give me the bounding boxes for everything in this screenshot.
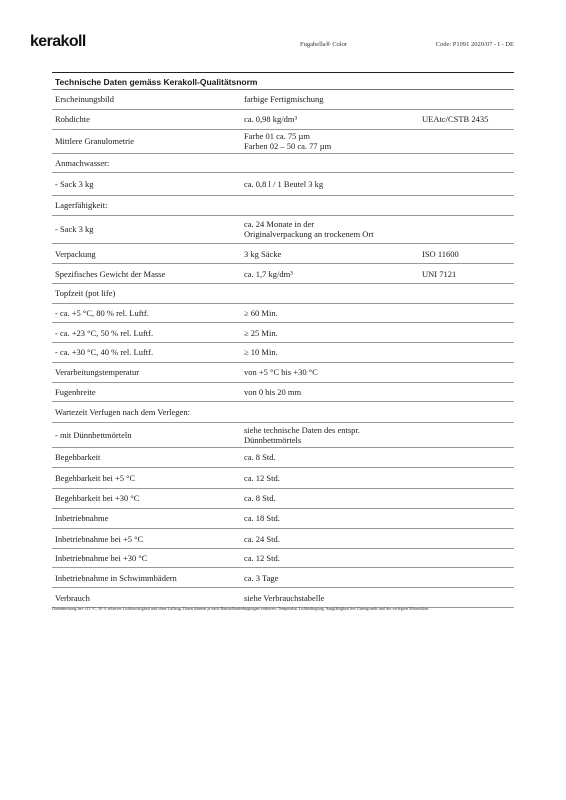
row-label: Lagerfähigkeit: [55,200,108,211]
row-label: - mit Dünnbettmörteln [55,429,132,440]
row-label: Erscheinungsbild [55,94,115,105]
row-value [244,244,281,263]
row-value-line: ca. 1,7 kg/dm³ [244,268,293,279]
row-value [244,489,276,508]
row-value [244,529,280,548]
table-row [52,304,514,324]
row-value [244,588,324,606]
row-value [244,323,278,342]
row-label: - ca. +23 °C, 50 % rel. Luftf. [55,327,154,338]
row-value [244,568,278,587]
footnote: Datenmessung bei +23 °C, 50 % relativer Luftfeuchtigkeit und ohne Luftzug. Daten können je nach Baustellenbedingungen variieren: Temperatur, Luftbedingung, Saugfähigkeit des Untergrunds und der verlegten Materialien. [52,606,430,611]
row-value-line: Originalverpackung an trockenem Ort [244,229,374,240]
row-value [244,343,278,362]
row-value-line: ca. 0,8 l / 1 Beutel 3 kg [244,178,324,189]
table-row [52,130,514,154]
row-value-line: ca. 18 Std. [244,513,280,524]
row-value-line: ca. 12 Std. [244,553,280,564]
table-row [52,343,514,363]
row-label: Fugenbreite [55,387,96,398]
row-value [244,90,324,109]
table-row [52,90,514,110]
row-value [244,549,280,567]
row-value-line: ≥ 25 Min. [244,327,278,338]
product-name: Fugabella® Color [300,41,348,48]
row-norm: UNI 7121 [422,268,457,279]
row-value-line: farbige Fertigmischung [244,94,324,105]
row-label: - ca. +5 °C, 80 % rel. Luftf. [55,308,149,319]
table-row [52,509,514,530]
row-label: Mittlere Granulometrie [55,136,135,147]
table-row [52,468,514,489]
row-label: Wartezeit Verfugen nach dem Verlegen: [55,407,190,418]
table-row [52,423,514,448]
row-value [244,216,374,244]
row-value-line: von 0 bis 20 mm [244,387,302,398]
row-value-line: Farbe 01 ca. 75 µm [244,131,311,142]
table-row [52,363,514,383]
row-value [244,468,280,488]
row-label: - Sack 3 kg [55,178,94,189]
row-label: Spezifisches Gewicht der Masse [55,268,166,279]
row-value [244,173,323,195]
row-norm: ISO 11600 [422,248,459,259]
row-value-line: ≥ 60 Min. [244,308,278,319]
row-value-line: ca. 3 Tage [244,572,279,583]
table-row [52,383,514,403]
row-value-line: 3 kg Säcke [244,248,282,259]
row-value [244,304,278,323]
row-value [244,383,301,402]
table-row [52,588,514,607]
row-value-line: ca. 24 Monate in der [244,219,315,230]
row-label: Topfzeit (pot life) [55,288,116,299]
row-value-line: Dünnbettmörtels [244,434,302,445]
row-value-line: Farben 02 – 50 ca. 77 µm [244,141,332,152]
row-value [244,110,297,129]
row-value [244,509,280,529]
table-row [52,549,514,568]
row-value [244,423,360,447]
table-row [52,448,514,469]
table-row [52,173,514,196]
technical-data-table [52,72,514,608]
table-body [52,90,514,608]
row-value-line: siehe technische Daten des entspr. [244,424,360,435]
row-label: Verarbeitungstemperatur [55,367,140,378]
row-value-line: ca. 8 Std. [244,493,276,504]
document-code: Code: P1091 2020/07 - I - DE [435,41,514,48]
row-label: Inbetriebnahme bei +30 °C [55,553,148,564]
table-row [52,568,514,588]
table-row [52,244,514,264]
table-row [52,264,514,284]
row-value-line: ≥ 10 Min. [244,347,278,358]
table-row [52,110,514,130]
row-value-line: ca. 12 Std. [244,473,280,484]
row-label: Rohdichte [55,114,90,125]
kerakoll-logo: kerakoll [30,33,86,50]
row-value-line: siehe Verbrauchstabelle [244,592,325,603]
row-value [244,130,331,153]
row-label: Begehbarkeit bei +5 °C [55,473,136,484]
row-label: - Sack 3 kg [55,224,94,235]
row-label: Verbrauch [55,592,90,603]
row-label: Inbetriebnahme bei +5 °C [55,533,144,544]
row-value-line: ca. 24 Std. [244,533,280,544]
row-value-line: von +5 °C bis +30 °C [244,367,318,378]
table-row [52,323,514,343]
row-label: Inbetriebnahme in Schwimmbädern [55,572,177,583]
row-value [244,264,293,283]
row-label: Begehbarkeit [55,452,101,463]
table-row [52,529,514,549]
table-row [52,284,514,304]
table-title: Technische Daten gemäss Kerakoll-Qualitätsnorm [52,72,514,90]
row-value [244,448,276,468]
table-row [52,154,514,173]
table-row [52,489,514,509]
row-label: Verpackung [55,248,96,259]
row-label: Begehbarkeit bei +30 °C [55,493,140,504]
row-label: - ca. +30 °C, 40 % rel. Luftf. [55,347,154,358]
page-header [30,33,514,53]
table-row [52,196,514,216]
table-row [52,402,514,422]
row-value [244,363,318,382]
row-label: Inbetriebnahme [55,513,109,524]
row-norm: UEAtc/CSTB 2435 [422,114,489,125]
table-row [52,216,514,245]
row-value-line: ca. 0,98 kg/dm³ [244,114,298,125]
row-label: Anmachwasser: [55,157,110,168]
row-value-line: ca. 8 Std. [244,452,276,463]
